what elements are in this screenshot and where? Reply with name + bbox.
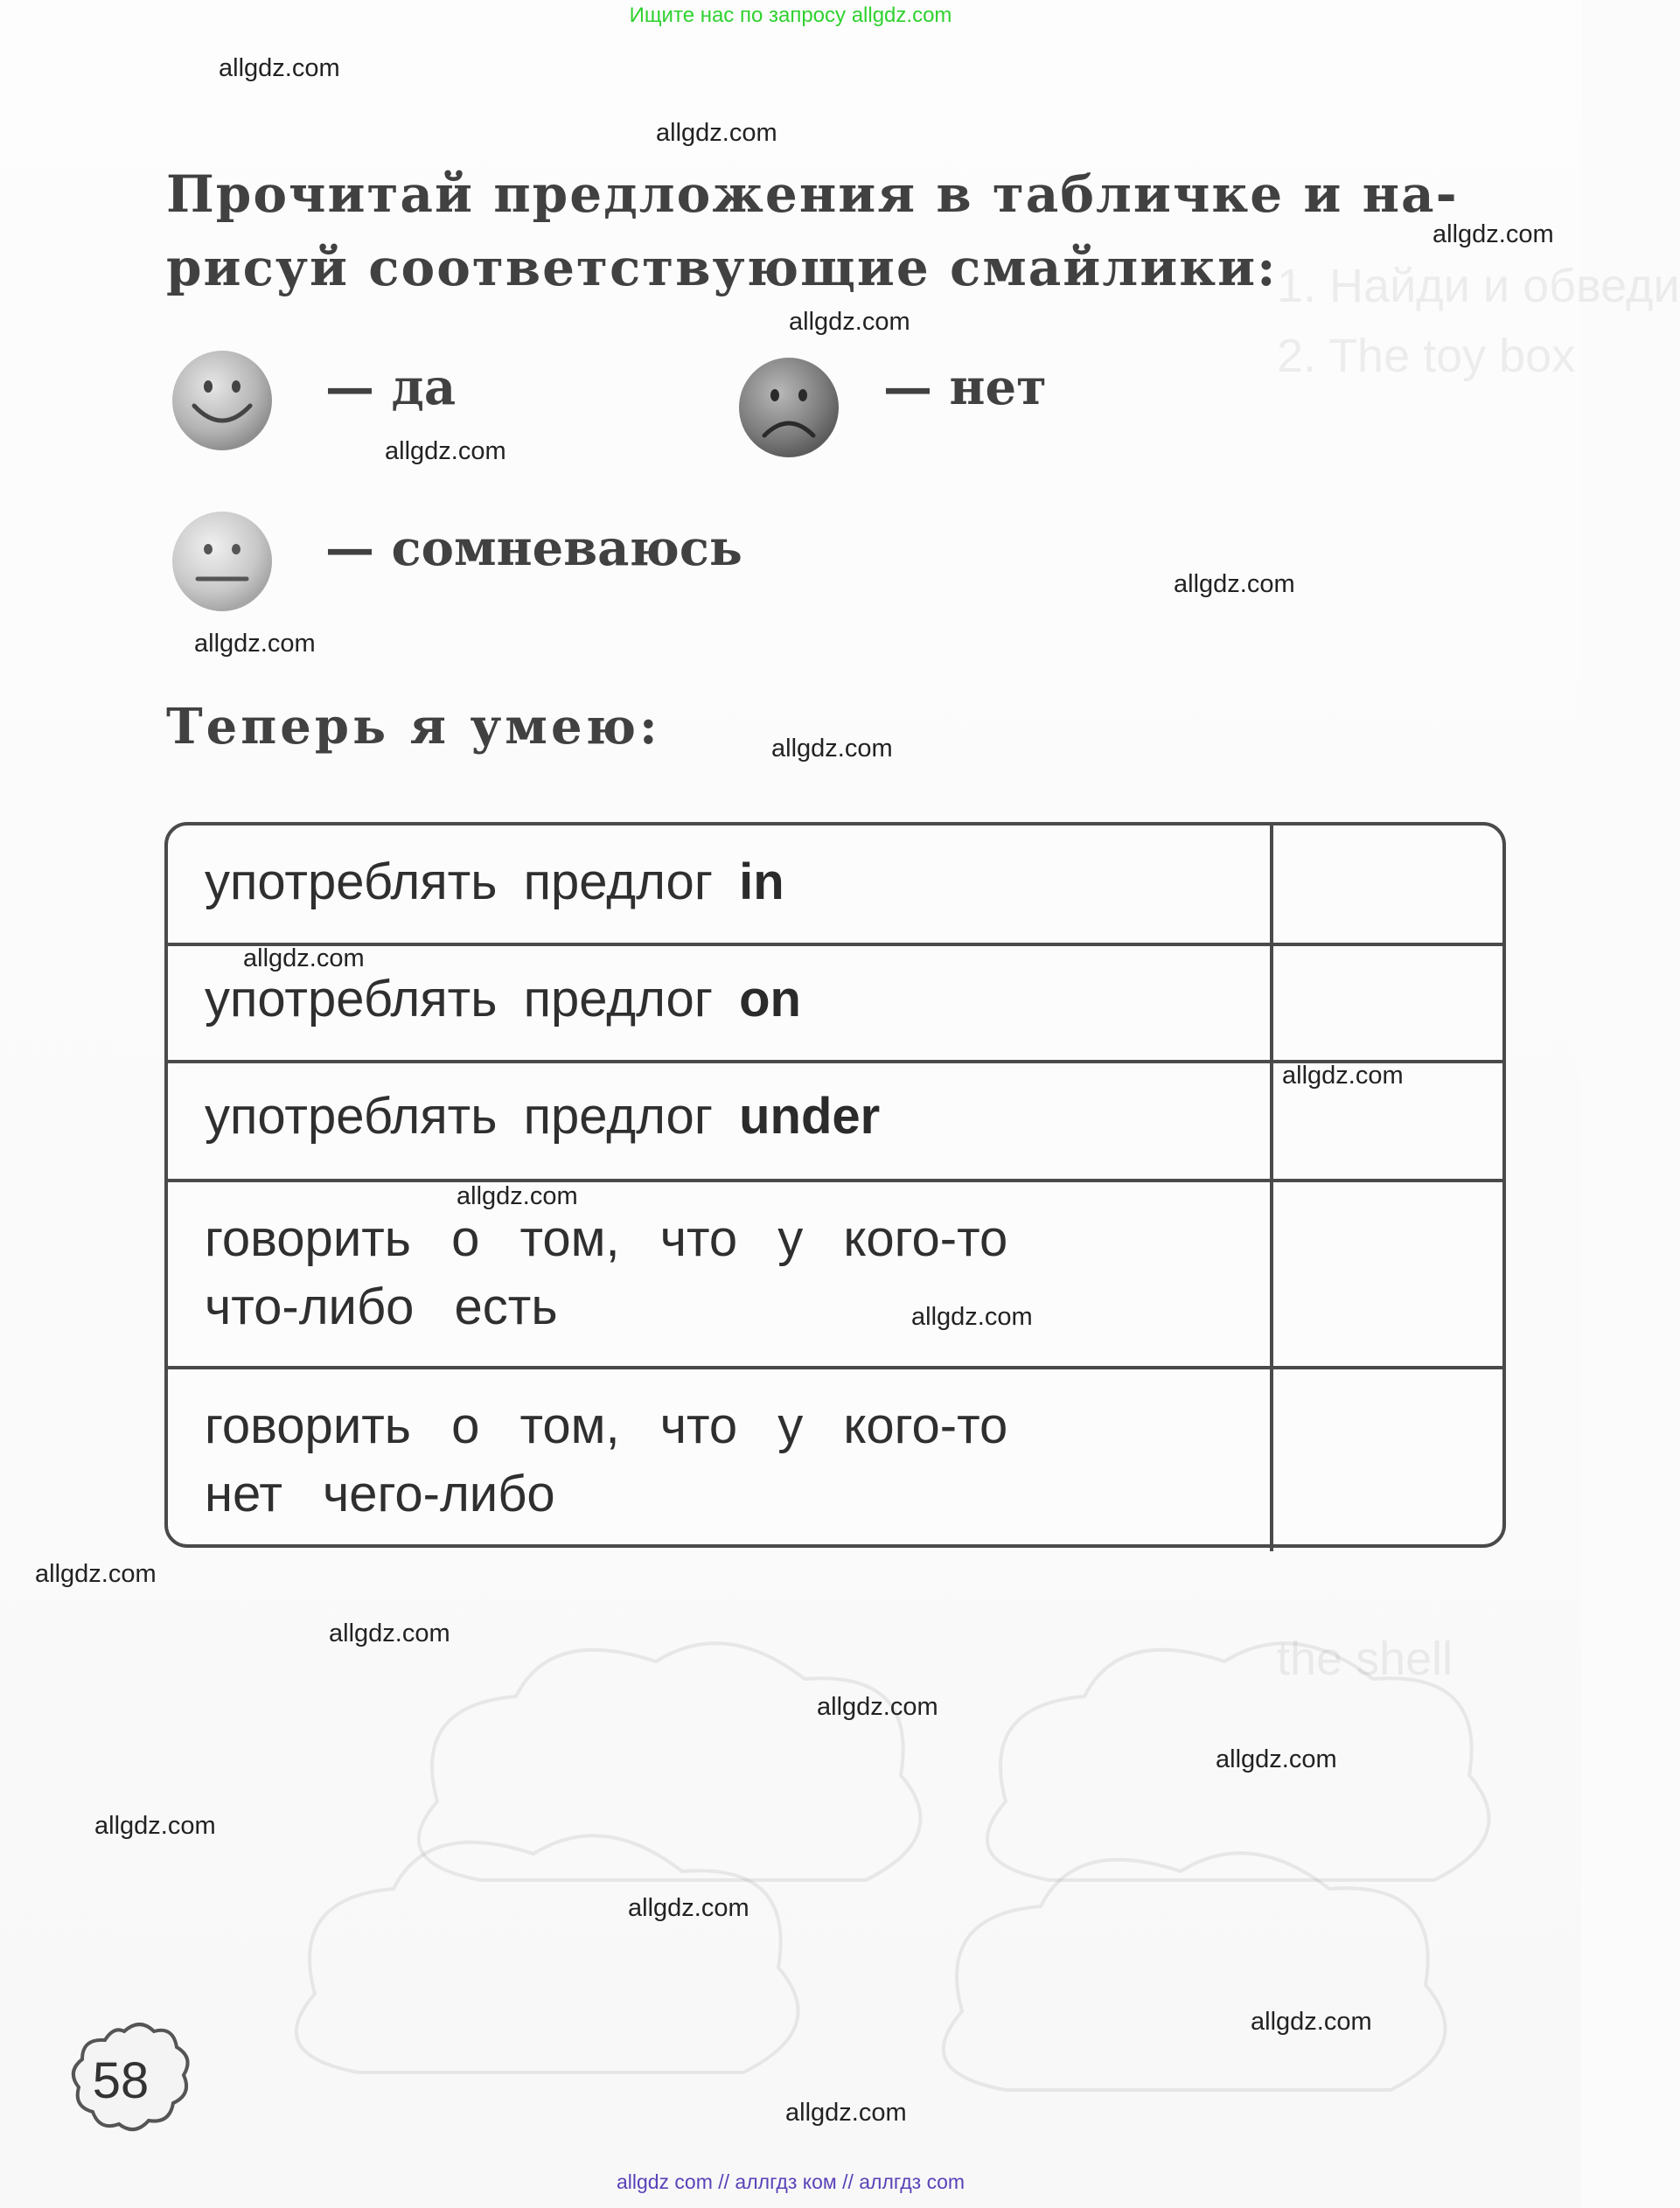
skill-text-plain: употреблять предлог: [205, 971, 740, 1027]
watermark: allgdz.com: [1433, 220, 1554, 248]
smiley-answer-cell[interactable]: [1270, 946, 1502, 1060]
watermark: allgdz.com: [771, 735, 893, 763]
table-row: [168, 825, 1502, 943]
watermark: allgdz.com: [817, 1693, 938, 1721]
bleed-through-text: 1. Найди и обведи: [1277, 260, 1680, 312]
happy-smiley-icon: [170, 348, 275, 453]
skill-text: [205, 1205, 1007, 1341]
watermark: allgdz.com: [789, 308, 910, 336]
page-number: 58: [92, 2052, 150, 2109]
bleed-through-text: 2. The toy box: [1277, 330, 1576, 382]
watermark: allgdz.com: [457, 1182, 578, 1210]
skill-text-line-2: что-либо есть: [205, 1278, 558, 1335]
skill-text-plain: употреблять предлог: [205, 853, 740, 910]
watermark: allgdz.com: [329, 1619, 450, 1647]
watermark: allgdz.com: [35, 1560, 157, 1588]
watermark: allgdz.com: [785, 2099, 907, 2127]
skill-text: [205, 965, 801, 1034]
table-row: [168, 943, 1502, 1060]
watermark: allgdz.com: [911, 1303, 1033, 1331]
skill-text: [205, 1083, 880, 1151]
site-banner[interactable]: Ищите нас по запросу allgdz.com: [629, 3, 952, 27]
footer-banner[interactable]: allgdz com // аллгдз ком // аллгдз com: [616, 2170, 965, 2193]
instruction-heading: [166, 157, 1513, 304]
skill-preposition: under: [739, 1088, 881, 1145]
watermark: allgdz.com: [1174, 570, 1295, 598]
skill-text-line-2: нет чего-либо: [205, 1466, 555, 1522]
watermark: allgdz.com: [385, 437, 506, 465]
watermark: allgdz.com: [656, 119, 777, 147]
skill-text-line-1: говорить о том, что у кого-то: [205, 1397, 1008, 1454]
skill-preposition: on: [739, 971, 801, 1027]
smiley-answer-cell[interactable]: [1270, 1369, 1502, 1551]
table-row: [168, 1179, 1502, 1366]
smiley-answer-cell[interactable]: [1270, 1182, 1502, 1366]
watermark: allgdz.com: [243, 944, 365, 972]
watermark: allgdz.com: [219, 54, 340, 82]
skill-text-plain: употреблять предлог: [205, 1088, 740, 1145]
watermark: allgdz.com: [1251, 2008, 1372, 2036]
section-title: Теперь я умею:: [166, 698, 661, 756]
skill-text: [205, 1392, 1007, 1529]
bleed-through-text: the shell: [1277, 1633, 1453, 1685]
watermark: allgdz.com: [1216, 1745, 1337, 1773]
instruction-line-1: Прочитай предложения в табличке и на-: [166, 164, 1459, 224]
legend-no-label: — нет: [883, 359, 1047, 416]
watermark: allgdz.com: [1282, 1062, 1404, 1090]
neutral-smiley-icon: [170, 509, 275, 614]
skill-text-line-1: говорить о том, что у кого-то: [205, 1210, 1008, 1267]
smiley-answer-cell[interactable]: [1270, 825, 1502, 943]
instruction-line-2: рисуй соответствующие смайлики:: [166, 238, 1278, 297]
legend-doubt-label: — сомневаюсь: [325, 519, 742, 577]
watermark: allgdz.com: [94, 1812, 216, 1840]
table-row: [168, 1366, 1502, 1551]
sad-smiley-icon: [736, 355, 841, 460]
skills-table: [164, 822, 1506, 1548]
watermark: allgdz.com: [628, 1894, 749, 1922]
skill-preposition: in: [739, 853, 784, 910]
legend-yes-label: — да: [325, 359, 457, 416]
skill-text: [205, 848, 784, 916]
watermark: allgdz.com: [194, 630, 316, 658]
